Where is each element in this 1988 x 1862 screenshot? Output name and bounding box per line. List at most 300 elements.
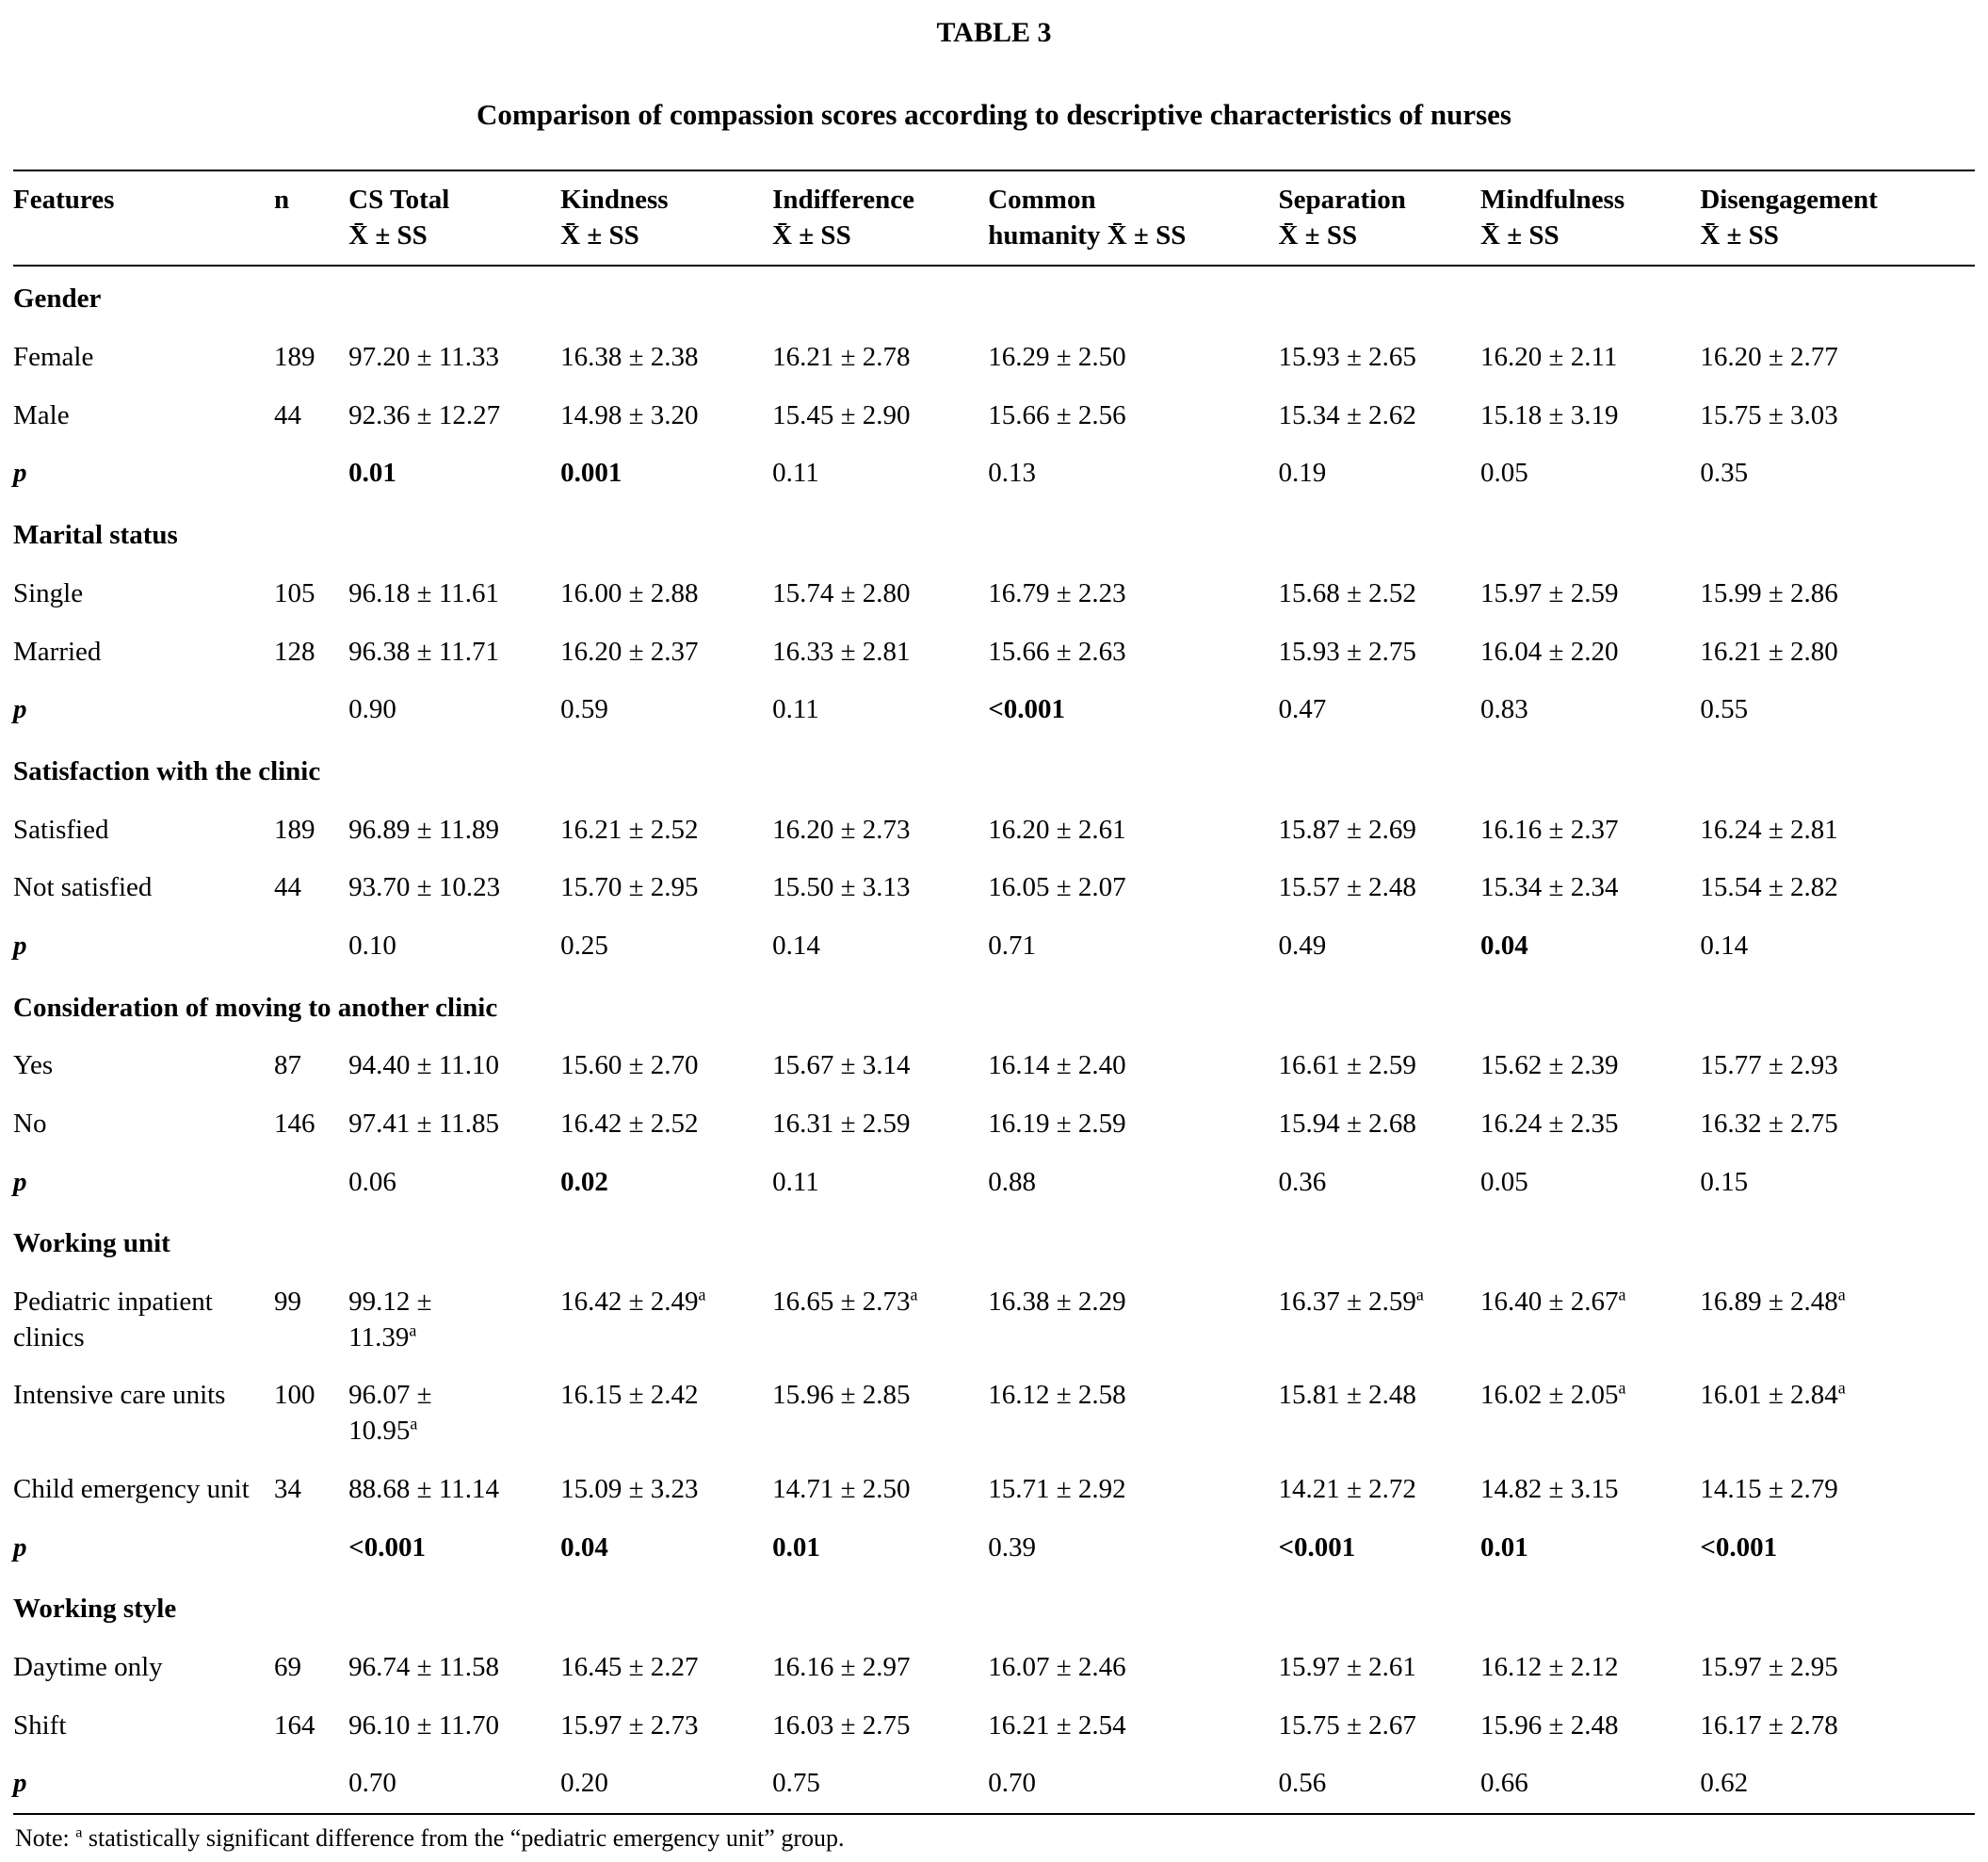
section-header-row	[13, 739, 1975, 801]
cell-value: 93.70 ± 10.23	[348, 872, 501, 903]
cell-value: 96.74 ± 11.58	[348, 1651, 500, 1682]
data-cell	[348, 1697, 560, 1756]
data-cell	[1480, 1519, 1700, 1578]
n-cell	[274, 1154, 348, 1212]
data-cell	[1480, 1037, 1700, 1095]
data-cell	[1700, 1037, 1975, 1095]
n-cell: 128	[274, 636, 315, 667]
feature-cell: Satisfied	[13, 814, 109, 845]
cell-value: 15.50 ± 3.13	[772, 872, 911, 903]
data-cell	[772, 1037, 988, 1095]
data-cell	[348, 565, 560, 623]
data-cell	[772, 1639, 988, 1697]
cell-value: 15.18 ± 3.19	[1480, 399, 1619, 430]
cell-value: 0.11	[772, 458, 819, 489]
data-cell	[348, 681, 560, 739]
feature-cell: Female	[13, 342, 94, 373]
data-cell	[348, 859, 560, 917]
column-header: Indifference X̄ ± SS	[772, 170, 988, 266]
cell-value: 16.20 ± 2.77	[1700, 342, 1838, 373]
cell-value: 15.96 ± 2.48	[1480, 1709, 1619, 1741]
cell-value: 0.01	[348, 458, 396, 489]
column-header: Separation X̄ ± SS	[1278, 170, 1480, 266]
cell-value: 15.70 ± 2.95	[560, 872, 699, 903]
data-cell	[1480, 801, 1700, 860]
data-cell	[988, 1519, 1278, 1578]
cell-value: 0.19	[1278, 458, 1327, 489]
data-cell	[988, 565, 1278, 623]
cell-value: 14.21 ± 2.72	[1278, 1473, 1416, 1504]
data-cell	[772, 623, 988, 682]
significance-marker: a	[1618, 1378, 1626, 1398]
cell-value: 99.12 ± 11.39$^a$	[348, 1287, 432, 1352]
cell-value: 0.39	[988, 1531, 1036, 1562]
data-cell	[1278, 1519, 1480, 1578]
cell-value: 15.54 ± 2.82	[1700, 872, 1838, 903]
data-cell	[1278, 859, 1480, 917]
cell-value: 0.06	[348, 1166, 396, 1197]
cell-value: 15.71 ± 2.92	[988, 1473, 1126, 1504]
cell-value: 0.49	[1278, 930, 1327, 961]
data-cell	[348, 1037, 560, 1095]
significance-marker: a	[1837, 1285, 1846, 1304]
feature-cell: No	[13, 1109, 47, 1139]
data-cell	[560, 1367, 772, 1460]
p-value-row	[13, 1154, 1975, 1212]
n-cell	[274, 681, 348, 739]
data-cell	[1480, 1755, 1700, 1814]
n-cell: 189	[274, 814, 315, 845]
data-cell	[560, 1697, 772, 1756]
table-row	[13, 623, 1975, 682]
table-row	[13, 1037, 1975, 1095]
n-cell	[274, 445, 348, 503]
cell-value: 0.25	[560, 930, 608, 961]
data-cell	[1480, 623, 1700, 682]
data-cell	[1480, 565, 1700, 623]
data-cell	[348, 1367, 560, 1460]
data-cell	[560, 1755, 772, 1814]
cell-value: 0.20	[560, 1768, 608, 1799]
data-cell	[560, 1639, 772, 1697]
data-cell	[1278, 1273, 1480, 1367]
cell-value: 16.38 ± 2.29	[988, 1287, 1126, 1318]
cell-value: 16.42 ± 2.52	[560, 1109, 699, 1139]
data-cell	[560, 1461, 772, 1519]
cell-value: 14.15 ± 2.79	[1700, 1473, 1838, 1504]
data-cell	[1278, 1095, 1480, 1154]
data-cell	[1278, 1367, 1480, 1460]
data-cell	[988, 1697, 1278, 1756]
n-cell: 99	[274, 1287, 302, 1318]
cell-value: 96.89 ± 11.89	[348, 814, 500, 845]
cell-value: 14.82 ± 3.15	[1480, 1473, 1619, 1504]
cell-value: 0.56	[1278, 1768, 1327, 1799]
cell-value: 0.10	[348, 930, 396, 961]
section-header: Working unit	[13, 1228, 170, 1259]
cell-value: 0.05	[1480, 458, 1528, 489]
data-cell	[1278, 917, 1480, 976]
data-cell	[772, 1367, 988, 1460]
data-cell	[1700, 565, 1975, 623]
section-header: Gender	[13, 283, 102, 315]
cell-value: 15.09 ± 3.23	[560, 1473, 699, 1504]
cell-value: 15.77 ± 2.93	[1700, 1050, 1838, 1081]
data-cell	[1700, 1367, 1975, 1460]
column-header: Common humanity X̄ ± SS	[988, 170, 1278, 266]
data-cell	[348, 1755, 560, 1814]
cell-value: 16.89 ± 2.48$^a$	[1700, 1285, 1846, 1318]
section-header: Consideration of moving to another clinic	[13, 992, 498, 1023]
cell-value: 0.02	[560, 1166, 608, 1197]
cell-value: 0.47	[1278, 694, 1327, 725]
data-cell	[560, 1273, 772, 1367]
cell-value: 16.31 ± 2.59	[772, 1109, 911, 1139]
header-row	[13, 170, 1975, 266]
data-cell	[1278, 1154, 1480, 1212]
n-cell: 164	[274, 1709, 315, 1741]
data-cell	[988, 1639, 1278, 1697]
data-cell	[1700, 1697, 1975, 1756]
data-cell	[560, 387, 772, 445]
data-cell	[988, 917, 1278, 976]
n-cell: 100	[274, 1380, 315, 1411]
data-cell	[1278, 1755, 1480, 1814]
section-header-row	[13, 1577, 1975, 1639]
data-cell	[560, 917, 772, 976]
cell-value: 0.14	[772, 930, 820, 961]
data-cell	[1278, 387, 1480, 445]
column-header: Kindness X̄ ± SS	[560, 170, 772, 266]
data-cell	[560, 623, 772, 682]
feature-cell: Pediatric inpatient clinics	[13, 1287, 213, 1352]
data-cell	[1278, 329, 1480, 387]
cell-value: 15.62 ± 2.39	[1480, 1050, 1619, 1081]
table-header	[13, 170, 1975, 266]
data-cell	[1278, 801, 1480, 860]
cell-value: 16.17 ± 2.78	[1700, 1709, 1838, 1741]
cell-value: 15.97 ± 2.73	[560, 1709, 699, 1741]
cell-value: 0.70	[348, 1768, 396, 1799]
data-cell	[1700, 445, 1975, 503]
cell-value: 16.79 ± 2.23	[988, 577, 1126, 608]
n-cell: 87	[274, 1050, 302, 1081]
table-row	[13, 1461, 1975, 1519]
cell-value: 0.05	[1480, 1166, 1528, 1197]
cell-value: 16.20 ± 2.61	[988, 814, 1126, 845]
cell-value: 0.55	[1700, 694, 1749, 725]
cell-value: 16.16 ± 2.97	[772, 1651, 911, 1682]
cell-value: 0.15	[1700, 1166, 1749, 1197]
p-value-row	[13, 1519, 1975, 1578]
data-cell	[772, 1755, 988, 1814]
cell-value: 16.04 ± 2.20	[1480, 636, 1619, 667]
data-cell	[772, 1697, 988, 1756]
cell-value: 16.24 ± 2.35	[1480, 1109, 1619, 1139]
feature-cell: p	[13, 1166, 27, 1197]
cell-value: 15.97 ± 2.95	[1700, 1651, 1838, 1682]
data-cell	[988, 445, 1278, 503]
feature-cell: Intensive care units	[13, 1380, 226, 1411]
n-cell	[274, 917, 348, 976]
table-row	[13, 1367, 1975, 1460]
section-header-row	[13, 503, 1975, 565]
data-cell	[1480, 1273, 1700, 1367]
cell-value: 14.98 ± 3.20	[560, 399, 699, 430]
section-header: Marital status	[13, 520, 178, 551]
data-cell	[1700, 623, 1975, 682]
data-cell	[1700, 1154, 1975, 1212]
data-cell	[1278, 681, 1480, 739]
column-header: n	[274, 170, 348, 266]
section-header-row	[13, 266, 1975, 329]
data-cell	[1480, 1154, 1700, 1212]
cell-value: 16.21 ± 2.54	[988, 1709, 1126, 1741]
data-cell	[560, 1037, 772, 1095]
cell-value: 0.11	[772, 1166, 819, 1197]
cell-value: 16.40 ± 2.67$^a$	[1480, 1285, 1626, 1318]
note-significance-marker: a	[75, 1824, 83, 1841]
data-cell	[1480, 917, 1700, 976]
cell-value: 16.21 ± 2.78	[772, 342, 911, 373]
cell-value: 92.36 ± 12.27	[348, 399, 501, 430]
significance-marker: a	[1415, 1285, 1424, 1304]
cell-value: 0.75	[772, 1768, 820, 1799]
significance-marker: a	[410, 1414, 418, 1433]
cell-value: 0.90	[348, 694, 396, 725]
data-cell	[772, 565, 988, 623]
cell-value: 16.65 ± 2.73$^a$	[772, 1285, 918, 1318]
data-cell	[988, 1273, 1278, 1367]
feature-cell: p	[13, 930, 27, 961]
cell-value: 0.04	[1480, 930, 1528, 961]
table-row	[13, 1095, 1975, 1154]
n-cell: 189	[274, 342, 315, 373]
cell-value: 16.12 ± 2.58	[988, 1380, 1126, 1411]
cell-value: 15.94 ± 2.68	[1278, 1109, 1416, 1139]
cell-value: 16.38 ± 2.38	[560, 342, 699, 373]
cell-value: 0.88	[988, 1166, 1036, 1197]
cell-value: 96.07 ± 10.95$^a$	[348, 1380, 432, 1447]
p-value-row	[13, 1755, 1975, 1814]
cell-value: 16.42 ± 2.49$^a$	[560, 1285, 706, 1318]
feature-cell: p	[13, 694, 27, 725]
data-cell	[1278, 1037, 1480, 1095]
table-row	[13, 329, 1975, 387]
data-cell	[988, 329, 1278, 387]
cell-value: 15.99 ± 2.86	[1700, 577, 1838, 608]
cell-value: 0.59	[560, 694, 608, 725]
feature-cell: p	[13, 458, 27, 489]
data-cell	[772, 1461, 988, 1519]
data-cell	[1700, 917, 1975, 976]
data-cell	[1278, 1697, 1480, 1756]
cell-value: 88.68 ± 11.14	[348, 1473, 500, 1504]
feature-cell: Yes	[13, 1050, 54, 1081]
data-cell	[772, 1519, 988, 1578]
cell-value: 15.74 ± 2.80	[772, 577, 911, 608]
cell-value: 15.81 ± 2.48	[1278, 1380, 1416, 1411]
cell-value: 15.60 ± 2.70	[560, 1050, 699, 1081]
p-value-row	[13, 445, 1975, 503]
feature-cell: Single	[13, 577, 84, 608]
cell-value: 16.01 ± 2.84$^a$	[1700, 1378, 1846, 1411]
data-cell	[348, 1154, 560, 1212]
cell-value: 16.14 ± 2.40	[988, 1050, 1126, 1081]
data-cell	[988, 387, 1278, 445]
cell-value: 15.68 ± 2.52	[1278, 577, 1416, 608]
data-cell	[348, 1519, 560, 1578]
data-cell	[560, 565, 772, 623]
data-cell	[348, 1095, 560, 1154]
n-cell: 44	[274, 399, 302, 430]
cell-value: 15.66 ± 2.56	[988, 399, 1126, 430]
data-cell	[988, 1755, 1278, 1814]
data-cell	[348, 1461, 560, 1519]
cell-value: 0.001	[560, 458, 622, 489]
feature-cell: Male	[13, 399, 70, 430]
cell-value: 0.35	[1700, 458, 1749, 489]
data-cell	[772, 681, 988, 739]
cell-value: <0.001	[988, 694, 1065, 725]
data-cell	[1480, 329, 1700, 387]
table-row	[13, 565, 1975, 623]
n-cell: 146	[274, 1109, 315, 1139]
data-cell	[988, 1154, 1278, 1212]
cell-value: 16.03 ± 2.75	[772, 1709, 911, 1741]
table-body	[13, 266, 1975, 1814]
cell-value: <0.001	[348, 1531, 426, 1562]
data-cell	[988, 859, 1278, 917]
column-header: Features	[13, 170, 274, 266]
data-cell	[1480, 859, 1700, 917]
cell-value: 16.02 ± 2.05$^a$	[1480, 1378, 1626, 1411]
cell-value: 16.29 ± 2.50	[988, 342, 1126, 373]
data-cell	[1480, 681, 1700, 739]
cell-value: 0.01	[772, 1531, 820, 1562]
cell-value: <0.001	[1278, 1531, 1356, 1562]
data-cell	[988, 623, 1278, 682]
table-label: TABLE 3	[936, 17, 1052, 48]
data-cell	[1700, 1095, 1975, 1154]
cell-value: 15.75 ± 2.67	[1278, 1709, 1416, 1741]
p-value-row	[13, 917, 1975, 976]
cell-value: 15.66 ± 2.63	[988, 636, 1126, 667]
cell-value: 15.34 ± 2.34	[1480, 872, 1619, 903]
feature-cell: p	[13, 1531, 27, 1562]
n-cell: 34	[274, 1473, 302, 1504]
data-cell	[1480, 387, 1700, 445]
cell-value: 16.20 ± 2.73	[772, 814, 911, 845]
cell-value: <0.001	[1700, 1531, 1778, 1562]
column-header: Disengagement X̄ ± SS	[1700, 170, 1975, 266]
feature-cell: Child emergency unit	[13, 1473, 250, 1504]
cell-value: 15.93 ± 2.65	[1278, 342, 1416, 373]
cell-value: 15.97 ± 2.59	[1480, 577, 1619, 608]
data-cell	[988, 1367, 1278, 1460]
section-header: Satisfaction with the clinic	[13, 755, 321, 786]
data-cell	[1700, 859, 1975, 917]
data-cell	[988, 1461, 1278, 1519]
data-cell	[560, 1154, 772, 1212]
data-cell	[772, 801, 988, 860]
feature-cell: p	[13, 1755, 274, 1814]
data-cell	[1480, 1367, 1700, 1460]
cell-value: 96.10 ± 11.70	[348, 1709, 500, 1741]
data-cell	[1700, 1519, 1975, 1578]
feature-cell: Shift	[13, 1709, 67, 1741]
cell-value: 16.37 ± 2.59$^a$	[1278, 1285, 1424, 1318]
data-cell	[772, 1273, 988, 1367]
table-title: Comparison of compassion scores according to descriptive characteristics of nurses	[477, 98, 1511, 131]
data-cell	[1700, 1755, 1975, 1814]
table-row	[13, 859, 1975, 917]
data-cell	[560, 859, 772, 917]
data-cell	[772, 445, 988, 503]
data-cell	[772, 1154, 988, 1212]
cell-value: 15.97 ± 2.61	[1278, 1651, 1416, 1682]
cell-value: 0.71	[988, 930, 1036, 961]
data-cell	[1700, 801, 1975, 860]
data-cell	[348, 387, 560, 445]
cell-value: 15.75 ± 3.03	[1700, 399, 1838, 430]
cell-value: 0.13	[988, 458, 1036, 489]
data-cell	[988, 1095, 1278, 1154]
data-cell	[1278, 1461, 1480, 1519]
data-cell	[348, 329, 560, 387]
data-cell	[560, 329, 772, 387]
data-cell	[348, 801, 560, 860]
data-cell	[1700, 329, 1975, 387]
data-cell	[1700, 1639, 1975, 1697]
cell-value: 0.62	[1700, 1768, 1749, 1799]
cell-value: 16.33 ± 2.81	[772, 636, 911, 667]
data-cell	[560, 801, 772, 860]
cell-value: 16.32 ± 2.75	[1700, 1109, 1838, 1139]
significance-marker: a	[1837, 1378, 1846, 1398]
cell-value: 15.57 ± 2.48	[1278, 872, 1416, 903]
data-cell	[1278, 445, 1480, 503]
cell-value: 16.61 ± 2.59	[1278, 1050, 1416, 1081]
data-cell	[1480, 445, 1700, 503]
data-cell	[1278, 565, 1480, 623]
data-cell	[560, 1095, 772, 1154]
cell-value: 0.04	[560, 1531, 608, 1562]
cell-value: 0.83	[1480, 694, 1528, 725]
cell-value: 16.07 ± 2.46	[988, 1651, 1126, 1682]
cell-value: 0.36	[1278, 1166, 1327, 1197]
cell-value: 16.19 ± 2.59	[988, 1109, 1126, 1139]
cell-value: 16.45 ± 2.27	[560, 1651, 699, 1682]
cell-value: 15.67 ± 3.14	[772, 1050, 911, 1081]
data-cell	[1278, 1639, 1480, 1697]
data-cell	[348, 1273, 560, 1367]
cell-value: 16.00 ± 2.88	[560, 577, 699, 608]
section-header: Working style	[13, 1594, 177, 1625]
data-cell	[988, 1037, 1278, 1095]
cell-value: 16.16 ± 2.37	[1480, 814, 1619, 845]
cell-value: 16.20 ± 2.37	[560, 636, 699, 667]
data-cell	[560, 1519, 772, 1578]
data-cell	[772, 917, 988, 976]
significance-marker: a	[698, 1285, 706, 1304]
data-cell	[1700, 1461, 1975, 1519]
cell-value: 0.01	[1480, 1531, 1528, 1562]
data-cell	[1700, 387, 1975, 445]
feature-cell: Married	[13, 636, 102, 667]
data-cell	[1480, 1461, 1700, 1519]
data-cell	[1480, 1697, 1700, 1756]
